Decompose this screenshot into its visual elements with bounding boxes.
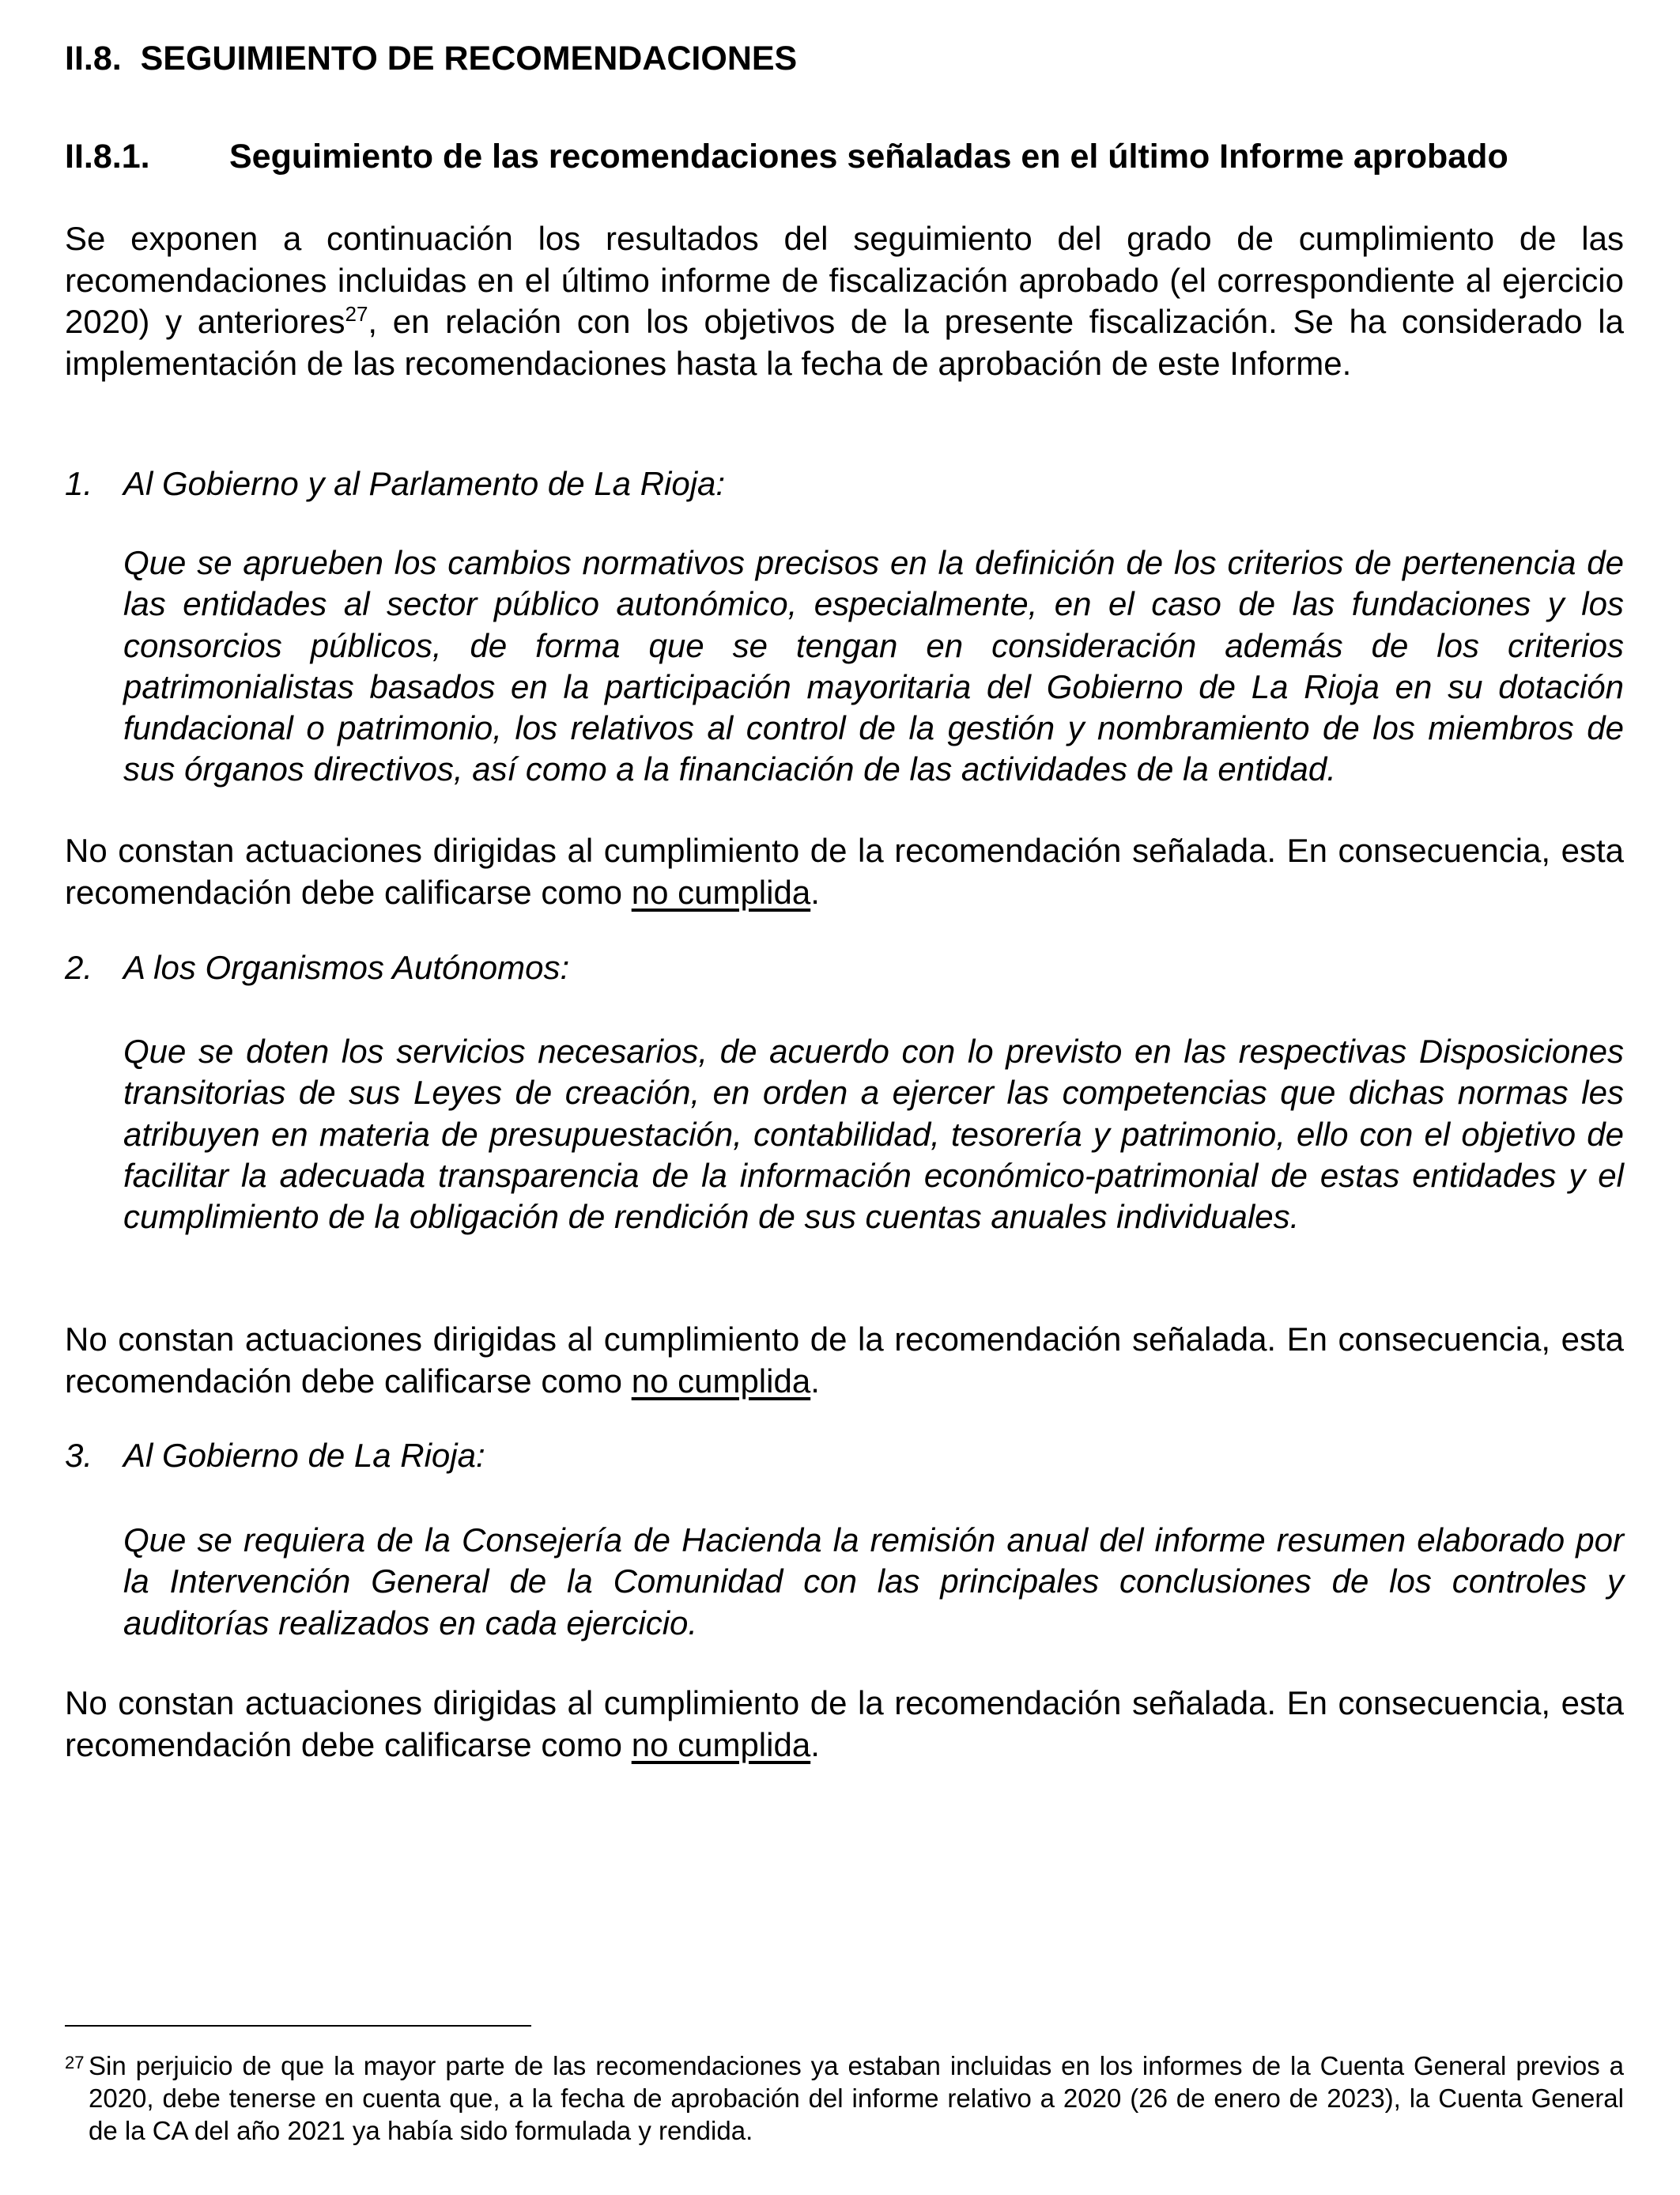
assessment-2-period: . xyxy=(810,1362,820,1400)
footnote-separator xyxy=(65,2025,531,2027)
recommendation-2-heading xyxy=(65,947,569,988)
recommendation-1-assessment xyxy=(65,830,1624,913)
assessment-3-status: no cumplida xyxy=(631,1725,811,1763)
section-number: II.8. xyxy=(65,40,122,77)
footnote xyxy=(65,2050,1624,2147)
recommendation-1-text: Que se aprueben los cambios normativos precisos en la definición de los criterios de pertenencia de las entidades al sector público autonómico, especialmente, en el caso de las fundaciones y los consorcios públicos, de forma que se tengan en consideración además de los criterios patrimonialistas basados en la participación mayoritaria del Gobierno de La Rioja en su dotación fundacional o patrimonio, los relativos al control de la gestión y nombramiento de los miembros de sus órganos directivos, así como a la financiación de las actividades de la entidad. xyxy=(123,544,1624,788)
intro-paragraph xyxy=(65,218,1624,384)
subsection-heading xyxy=(65,134,1624,179)
assessment-1-text: No constan actuaciones dirigidas al cumplimiento de la recomendación señalada. En consecuencia, esta recomendación debe calificarse como xyxy=(65,832,1624,911)
recommendation-2-number: 2. xyxy=(65,949,93,986)
recommendation-2-text: Que se doten los servicios necesarios, de acuerdo con lo previsto en las respectivas Disposiciones transitorias de sus Leyes de creación, en orden a ejercer las competencias que dichas normas les atribuyen en materia de presupuestación, contabilidad, tesorería y patrimonio, ello con el objetivo de facilitar la adecuada transparencia de la información económico-patrimonial de estas entidades y el cumplimiento de la obligación de rendición de sus cuentas anuales individuales. xyxy=(123,1033,1624,1236)
footnote-mark: 27 xyxy=(65,2053,85,2072)
assessment-2-text: No constan actuaciones dirigidas al cumplimiento de la recomendación señalada. En consecuencia, esta recomendación debe calificarse como xyxy=(65,1320,1624,1400)
section-heading xyxy=(65,36,797,81)
subsection-title: Seguimiento de las recomendaciones señaladas en el último Informe aprobado xyxy=(229,138,1508,176)
recommendation-3-number: 3. xyxy=(65,1437,93,1474)
recommendation-1-recipient: Al Gobierno y al Parlamento de La Rioja: xyxy=(123,465,726,502)
recommendation-3-recipient: Al Gobierno de La Rioja: xyxy=(123,1437,485,1474)
intro-text-before: Se exponen a continuación los resultados del seguimiento del grado de cumplimiento de las recomendaciones incluidas en el último informe de fiscalización aprobado (el correspondiente al ejercicio 2020) y anteriores xyxy=(65,220,1624,340)
assessment-3-text: No constan actuaciones dirigidas al cumplimiento de la recomendación señalada. En consecuencia, esta recomendación debe calificarse como xyxy=(65,1684,1624,1763)
footnote-text: Sin perjuicio de que la mayor parte de las recomendaciones ya estaban incluidas en los informes de la Cuenta General previos a 2020, debe tenerse en cuenta que, a la fecha de aprobación del informe relativo a 2020 (26 de enero de 2023), la Cuenta General de la CA del año 2021 ya había sido formulada y rendida. xyxy=(89,2051,1624,2145)
recommendation-3-heading xyxy=(65,1435,485,1476)
recommendation-3-text: Que se requiera de la Consejería de Hacienda la remisión anual del informe resumen elaborado por la Intervención General de la Comunidad con las principales conclusiones de los controles y auditorías realizados en cada ejercicio. xyxy=(123,1521,1624,1642)
assessment-1-period: . xyxy=(810,873,820,911)
recommendation-2-recipient: A los Organismos Autónomos: xyxy=(123,949,570,986)
recommendation-1-number: 1. xyxy=(65,465,93,502)
recommendation-1-heading xyxy=(65,463,725,504)
footnote-reference[interactable]: 27 xyxy=(345,302,368,326)
assessment-2-status: no cumplida xyxy=(631,1362,811,1400)
subsection-number: II.8.1. xyxy=(65,138,150,176)
assessment-1-status: no cumplida xyxy=(631,873,811,911)
recommendation-2-assessment xyxy=(65,1319,1624,1402)
assessment-3-period: . xyxy=(810,1725,820,1763)
intro-text-after: , en relación con los objetivos de la presente fiscalización. Se ha considerado la implementación de las recomendaciones hasta la fecha de aprobación de este Informe. xyxy=(65,303,1624,382)
section-title: SEGUIMIENTO DE RECOMENDACIONES xyxy=(140,40,798,77)
recommendation-3-assessment xyxy=(65,1683,1624,1766)
